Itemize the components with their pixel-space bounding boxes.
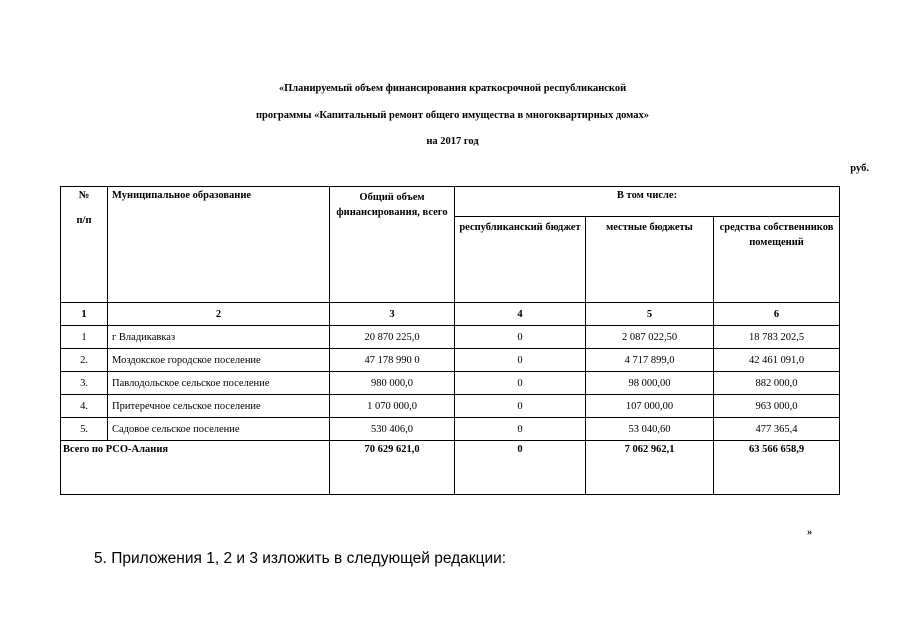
column-number: 6: [714, 303, 840, 326]
header-number: [61, 187, 108, 303]
municipality-name: Притеречное сельское поселение: [108, 395, 330, 418]
table-row: [61, 326, 840, 349]
municipality-name: Садовое сельское поселение: [108, 418, 330, 441]
owners-funds-amount: 18 783 202,5: [714, 326, 840, 349]
header-republic-budget: республиканский бюджет: [455, 217, 586, 303]
column-number: 1: [61, 303, 108, 326]
header-number-sub: п/п: [76, 215, 92, 226]
local-budget-amount: 98 000,00: [586, 372, 714, 395]
total-amount: 1 070 000,0: [330, 395, 455, 418]
table-row: [61, 349, 840, 372]
grand-total-amount: 70 629 621,0: [330, 441, 455, 495]
owners-funds-amount: 963 000,0: [714, 395, 840, 418]
local-budget-amount: 53 040,60: [586, 418, 714, 441]
municipality-name: Моздокское городское поселение: [108, 349, 330, 372]
document-title-line-1: «Планируемый объем финансирования краткосрочной республиканской: [278, 83, 627, 94]
column-number: 5: [586, 303, 714, 326]
header-row-1: [61, 187, 840, 217]
column-number-row: [61, 303, 840, 326]
total-amount: 980 000,0: [330, 372, 455, 395]
document-title-year: на 2017 год: [426, 136, 479, 147]
republic-budget-amount: 0: [455, 349, 586, 372]
total-amount: 47 178 990 0: [330, 349, 455, 372]
owners-funds-amount: 882 000,0: [714, 372, 840, 395]
row-number: 4.: [61, 395, 108, 418]
total-amount: 530 406,0: [330, 418, 455, 441]
column-number: 3: [330, 303, 455, 326]
owners-funds-amount: 42 461 091,0: [714, 349, 840, 372]
table-row: [61, 395, 840, 418]
header-owners-funds: средства собственников помещений: [714, 217, 840, 303]
municipality-name: Павлодольское сельское поселение: [108, 372, 330, 395]
total-row: [61, 441, 840, 495]
local-budget-amount: 4 717 899,0: [586, 349, 714, 372]
header-number-sign: №: [78, 190, 90, 201]
total-local-budgets: 7 062 962,1: [586, 441, 714, 495]
row-number: 2.: [61, 349, 108, 372]
amendment-paragraph: 5. Приложения 1, 2 и 3 изложить в следующей редакции:: [94, 550, 507, 567]
republic-budget-amount: 0: [455, 395, 586, 418]
header-including: В том числе:: [455, 187, 840, 217]
total-amount: 20 870 225,0: [330, 326, 455, 349]
total-label: Всего по РСО-Алания: [61, 441, 330, 495]
header-local-budgets: местные бюджеты: [586, 217, 714, 303]
row-number: 1: [61, 326, 108, 349]
municipality-name: г Владикавказ: [108, 326, 330, 349]
table-row: [61, 372, 840, 395]
closing-quote: »: [807, 527, 813, 538]
owners-funds-amount: 477 365,4: [714, 418, 840, 441]
column-number: 2: [108, 303, 330, 326]
header-municipality: Муниципальное образование: [108, 187, 330, 303]
republic-budget-amount: 0: [455, 418, 586, 441]
republic-budget-amount: 0: [455, 326, 586, 349]
local-budget-amount: 107 000,00: [586, 395, 714, 418]
row-number: 3.: [61, 372, 108, 395]
header-total: Общий объем финансирования, всего: [330, 187, 455, 303]
financing-table: [60, 186, 840, 495]
total-owners-funds: 63 566 658,9: [714, 441, 840, 495]
republic-budget-amount: 0: [455, 372, 586, 395]
row-number: 5.: [61, 418, 108, 441]
currency-unit: руб.: [850, 163, 869, 174]
table-row: [61, 418, 840, 441]
document-title-line-2: программы «Капитальный ремонт общего имущества в многоквартирных домах»: [255, 110, 650, 121]
local-budget-amount: 2 087 022,50: [586, 326, 714, 349]
column-number: 4: [455, 303, 586, 326]
total-republic-budget: 0: [455, 441, 586, 495]
